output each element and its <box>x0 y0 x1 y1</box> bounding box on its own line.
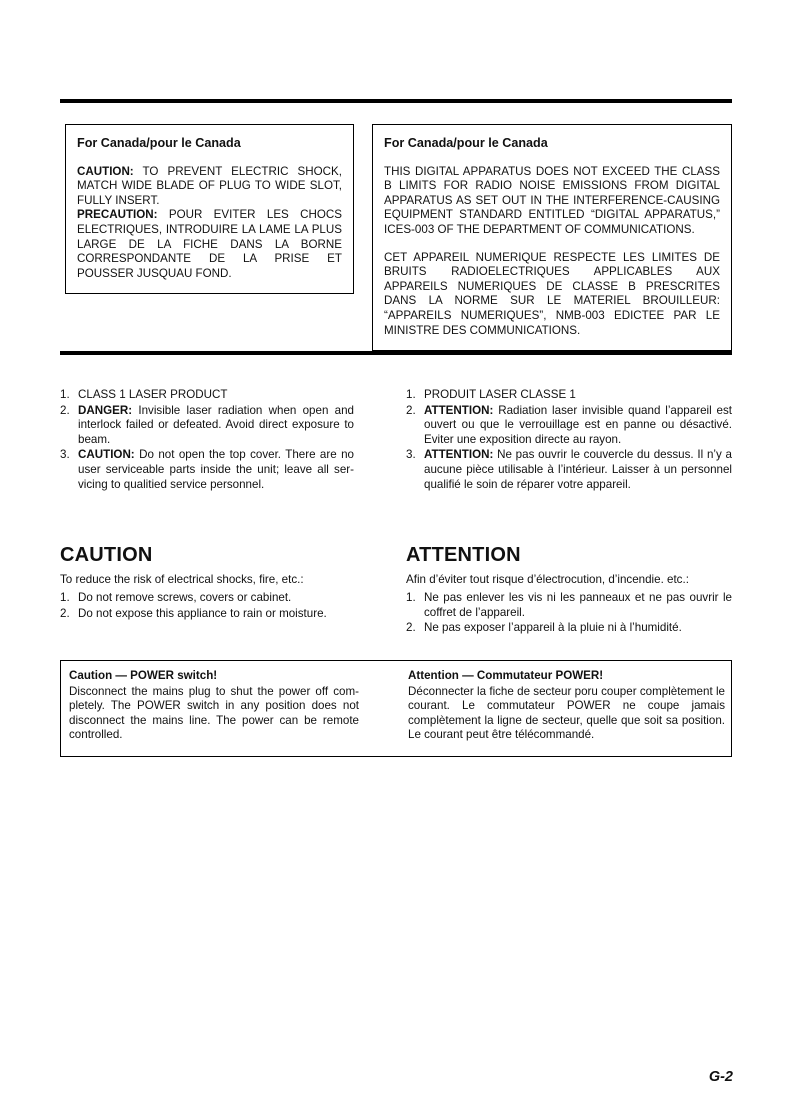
list-text <box>424 448 732 492</box>
list-label: CAUTION: <box>78 448 135 462</box>
list-text <box>424 404 732 448</box>
list-item <box>60 388 354 403</box>
list-body: Do not open the top cover. There are no user serviceable parts inside the unit; leave all servicing to qualitied service personnel. <box>78 448 354 491</box>
list-number: 3. <box>60 448 70 462</box>
page-number: G-2 <box>708 1069 733 1085</box>
list-item <box>406 448 732 492</box>
caution-heading: CAUTION <box>60 544 153 566</box>
canada-caution-paragraph-2 <box>77 208 342 281</box>
list-label: DANGER: <box>78 403 133 417</box>
list-number: 3. <box>406 448 416 462</box>
list-item <box>60 607 354 622</box>
list-label: ATTENTION: <box>424 448 494 462</box>
attention-section-fr <box>406 544 732 637</box>
attention-heading: ATTENTION <box>406 544 521 566</box>
canada-caution-box-title: For Canada/pour le Canada <box>77 136 241 150</box>
laser-notice-en <box>60 388 354 493</box>
list-item <box>406 591 732 620</box>
list-item <box>60 448 354 492</box>
power-switch-en <box>69 669 359 743</box>
emissions-paragraph-fr: CET APPAREIL NUMERIQUE RESPECTE LES LIMITES DE BRUITS RADIOELECTRIQUES APPLICABLES AUX APPAREILS NUMERIQUES DE CLASSE B PRESCRITES DANS LA NORME SUR LE MATERIEL BROUILLEUR: “APPAREILS NUMERIQUES”, NMB-003 EDICTEE PAR LE MINISTRE DES COMMUNICATIONS. <box>384 250 720 337</box>
power-switch-en-text: Disconnect the mains plug to shut the power off completely. The POWER switch in any position does not disconnect the mains line. The power can be remote controlled. <box>69 684 359 742</box>
power-switch-fr-title: Attention — Commutateur POWER! <box>408 669 604 682</box>
list-number: 1. <box>60 388 70 401</box>
list-number: 1. <box>60 591 70 605</box>
caution-text: TO PREVENT ELECTRIC SHOCK, MATCH WIDE BLADE OF PLUG TO WIDE SLOT, FULLY INSERT. <box>77 164 342 207</box>
list-body: PRODUIT LASER CLASSE 1 <box>424 388 576 401</box>
list-item <box>60 591 354 606</box>
list-item <box>406 621 732 636</box>
canada-caution-paragraph-1 <box>77 165 342 209</box>
list-number: 2. <box>60 606 70 620</box>
precaution-label: PRECAUTION: <box>77 208 158 222</box>
emissions-paragraph-en: THIS DIGITAL APPARATUS DOES NOT EXCEED THE CLASS B LIMITS FOR RADIO NOISE EMISSIONS FROM DIGITAL APPARATUS AS SET OUT IN THE INTERFERENCE-CAUSING EQUIPMENT STANDARD ENTITLED “DIGITAL APPARATUS,” ICES-003 OF THE DEPARTMENT OF COMMUNICATIONS. <box>384 164 720 236</box>
caution-section-en <box>60 544 354 622</box>
list-number: 1. <box>406 388 416 401</box>
list-item <box>406 404 732 448</box>
mid-rule <box>60 351 732 355</box>
list-text <box>78 448 354 492</box>
list-text <box>78 404 354 448</box>
caution-label: CAUTION: <box>77 164 134 178</box>
list-body: Ne pas exposer l’appareil à la pluie ni à l’humidité. <box>424 621 682 635</box>
list-body: Do not remove screws, covers or cabinet. <box>78 591 292 605</box>
list-body: Invisible laser radiation when open and interlock failed or defeated. Avoid direct exposure to beam. <box>78 403 354 446</box>
list-text <box>424 388 732 403</box>
list-label: ATTENTION: <box>424 403 494 417</box>
canada-caution-box <box>65 124 354 294</box>
list-number: 2. <box>406 403 416 417</box>
list-item <box>406 388 732 403</box>
power-switch-fr-text: Déconnecter la fiche de secteur poru couper complètement le courant. Le commutateur POWER ne coupe jamais complètement la ligne de secteur, quelle que soit sa position. Le courant peut être télécommandé. <box>408 684 725 742</box>
power-switch-box <box>60 660 732 757</box>
caution-intro: To reduce the risk of electrical shocks, fire, etc.: <box>60 572 304 586</box>
list-body: Radiation laser invisible quand l’appareil est ouvert ou que le verrouillage est en panne ou désactivé. Eviter une exposition directe au rayon. <box>424 403 732 446</box>
list-text <box>78 388 354 403</box>
list-item <box>60 404 354 448</box>
canada-emissions-box <box>372 124 732 351</box>
list-body: Ne pas ouvrir le couvercle du dessus. Il n’y a aucune pièce utilisable à l’intérieur. Laisser à un personnel qualifié le soin de réparer votre appareil. <box>424 448 732 491</box>
laser-notice-fr <box>406 388 732 493</box>
attention-intro: Afin d’éviter tout risque d’électrocution, d’incendie. etc.: <box>406 572 689 586</box>
precaution-text: POUR EVITER LES CHOCS ELECTRIQUES, INTRODUIRE LA LAME LA PLUS LARGE DE LA FICHE DANS LA BORNE CORRESPONDANTE DE LA PRISE ET POUSSER JUSQUAU FOND. <box>77 208 342 280</box>
list-number: 2. <box>60 403 70 417</box>
list-body: CLASS 1 LASER PRODUCT <box>78 388 228 401</box>
list-number: 1. <box>406 591 416 605</box>
power-switch-fr <box>408 669 725 743</box>
power-switch-en-title: Caution — POWER switch! <box>69 669 218 682</box>
list-body: Ne pas enlever les vis ni les panneaux et ne pas ouvrir le coffret de l’appareil. <box>424 591 732 619</box>
list-body: Do not expose this appliance to rain or moisture. <box>78 606 327 620</box>
top-rule <box>60 99 732 103</box>
list-number: 2. <box>406 621 416 635</box>
canada-emissions-box-title: For Canada/pour le Canada <box>384 136 548 150</box>
